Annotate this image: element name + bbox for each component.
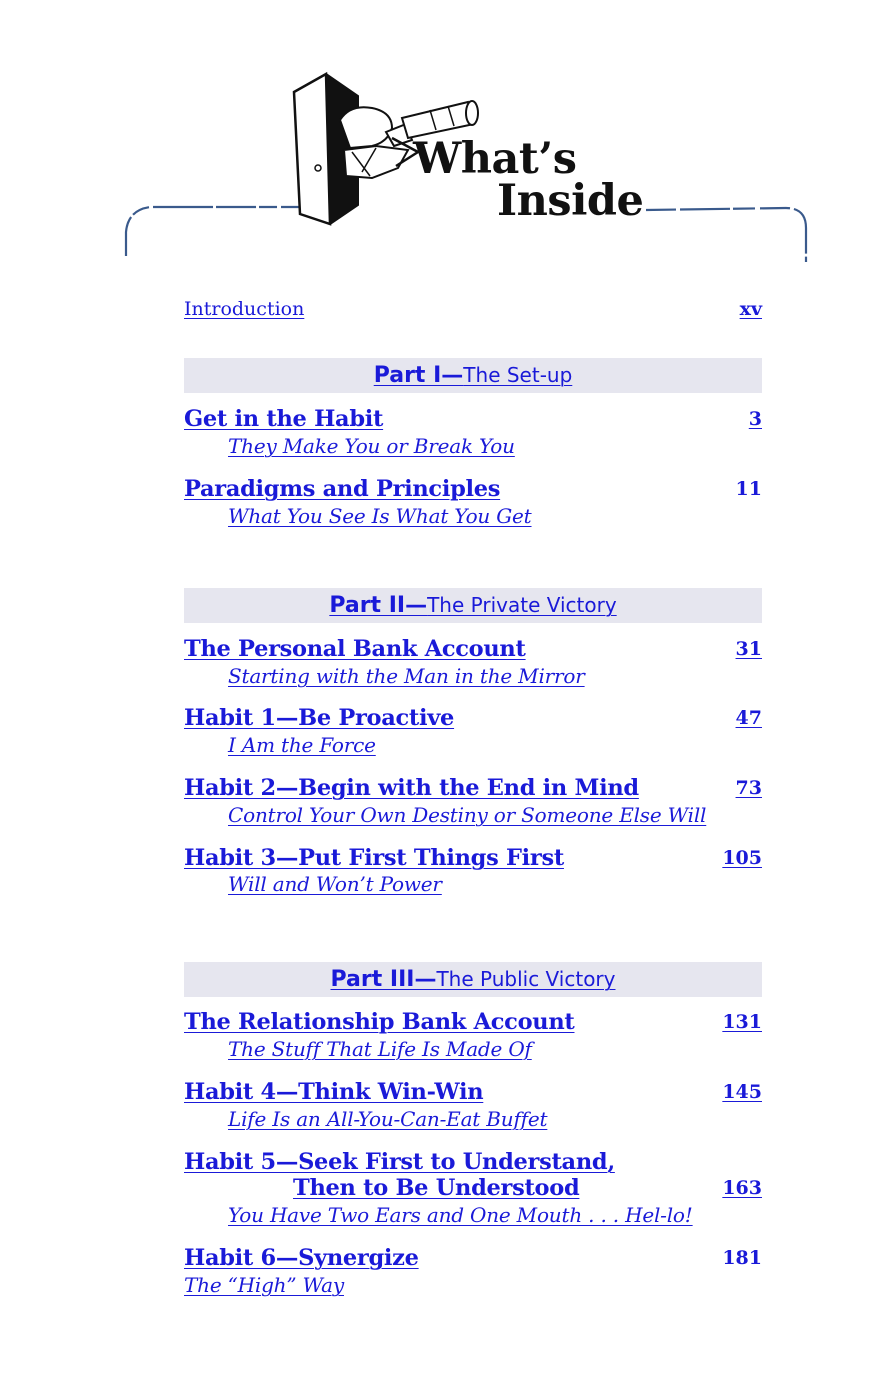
toc-chapter-subtitle[interactable]: You Have Two Ears and One Mouth . . . Hel-lo! (228, 1203, 693, 1227)
page-title-line-1: What’s (413, 134, 577, 184)
part-1-link[interactable] (374, 363, 573, 388)
toc-chapter-title[interactable]: The Personal Bank Account (184, 636, 526, 662)
toc-introduction-page[interactable]: xv (739, 298, 762, 320)
part-header-2 (184, 588, 762, 623)
toc-chapter-subtitle[interactable]: Control Your Own Destiny or Someone Else Will (228, 803, 707, 827)
toc-chapter-page[interactable]: 163 (722, 1177, 762, 1199)
toc-chapter-subtitle[interactable]: The “High” Way (184, 1273, 344, 1297)
toc-chapter-title[interactable]: Paradigms and Principles (184, 476, 501, 502)
toc-chapter-page[interactable]: 145 (722, 1081, 762, 1103)
toc-chapter-page[interactable]: 47 (735, 707, 762, 729)
part-3-name: The Public Victory (436, 967, 616, 991)
toc-chapter-title[interactable]: Habit 3—Put First Things First (184, 845, 564, 871)
toc-chapter-title[interactable]: The Relationship Bank Account (184, 1009, 575, 1035)
toc-chapter-page[interactable]: 181 (722, 1247, 762, 1269)
part-3-link[interactable] (330, 967, 615, 992)
toc-chapter-page[interactable]: 3 (748, 408, 762, 430)
part-1-name: The Set-up (463, 363, 573, 387)
part-header-3 (184, 962, 762, 997)
toc-chapter-page[interactable]: 31 (735, 638, 762, 660)
toc-chapter-page[interactable]: 131 (722, 1011, 762, 1033)
toc-chapter-page[interactable]: 11 (735, 478, 762, 500)
toc-chapter-title-line-2[interactable]: Then to Be Understood (293, 1175, 580, 1201)
part-3-number: Part III— (330, 967, 437, 992)
toc-chapter-subtitle[interactable]: Starting with the Man in the Mirror (228, 664, 585, 688)
toc-chapter-subtitle[interactable]: What You See Is What You Get (228, 504, 532, 528)
toc-chapter-subtitle[interactable]: They Make You or Break You (228, 434, 515, 458)
toc-chapter-title[interactable]: Habit 5—Seek First to Understand, (184, 1149, 615, 1175)
header (0, 0, 896, 280)
toc-chapter-subtitle[interactable]: The Stuff That Life Is Made Of (228, 1037, 532, 1061)
toc-introduction-link[interactable]: Introduction (184, 298, 305, 320)
part-2-number: Part II— (329, 593, 428, 618)
part-1-number: Part I— (373, 363, 464, 388)
part-2-link[interactable] (329, 593, 616, 618)
toc-chapter-title[interactable]: Habit 2—Begin with the End in Mind (184, 775, 639, 801)
toc-chapter-subtitle[interactable]: Will and Won’t Power (228, 872, 442, 896)
part-header-1 (184, 358, 762, 393)
toc-chapter-title[interactable]: Get in the Habit (184, 406, 384, 432)
toc-chapter-title[interactable]: Habit 1—Be Proactive (184, 705, 455, 731)
toc-chapter-title[interactable]: Habit 4—Think Win-Win (184, 1079, 484, 1105)
toc-chapter-subtitle[interactable]: Life Is an All-You-Can-Eat Buffet (228, 1107, 548, 1131)
toc-chapter-page[interactable]: 105 (722, 847, 762, 869)
part-2-name: The Private Victory (427, 593, 617, 617)
toc-chapter-title[interactable]: Habit 6—Synergize (184, 1245, 419, 1271)
toc-chapter-page[interactable]: 73 (735, 777, 762, 799)
toc-chapter-subtitle[interactable]: I Am the Force (228, 733, 376, 757)
page-title-line-2: Inside (497, 176, 644, 226)
